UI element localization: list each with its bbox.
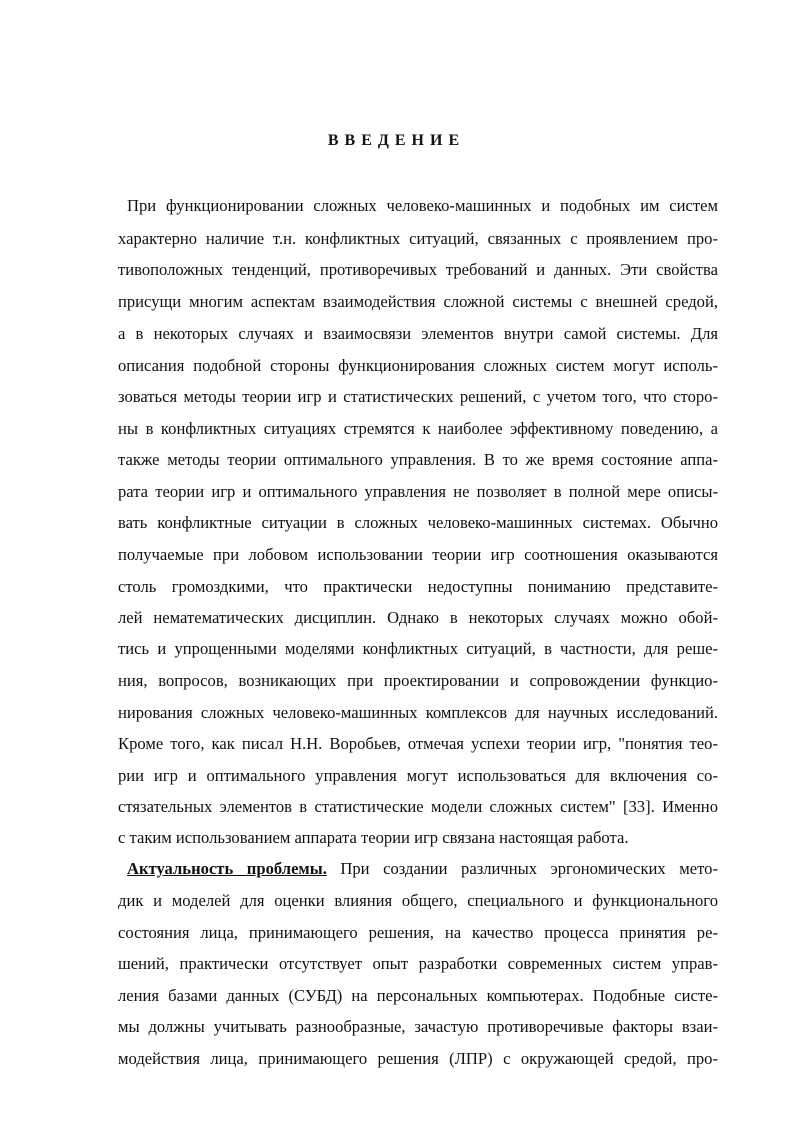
text-line: также методы теории оптимального управления. В то же время состояние аппа- — [118, 450, 718, 469]
text-line: зоваться методы теории игр и статистических решений, с учетом того, что сторо- — [118, 387, 718, 406]
text-line: получаемые при лобовом использовании теории игр соотношения оказываются — [118, 545, 718, 564]
text-line: ния, вопросов, возникающих при проектировании и сопровождении функцио- — [118, 671, 718, 690]
text-line: описания подобной стороны функционирования сложных систем могут исполь- — [118, 356, 718, 375]
text-line: шений, практически отсутствует опыт разработки современных систем управ- — [118, 954, 718, 973]
text-line: лей нематематических дисциплин. Однако в некоторых случаях можно обой- — [118, 608, 718, 627]
text-line: тивоположных тенденций, противоречивых требований и данных. Эти свойства — [118, 260, 718, 279]
text-line: При функционировании сложных человеко-машинных и подобных им систем — [127, 196, 718, 215]
text-line: модействия лица, принимающего решения (ЛПР) с окружающей средой, про- — [118, 1049, 718, 1068]
text-line: столь громоздкими, что практически недоступны пониманию представите- — [118, 577, 718, 596]
text-line: дик и моделей для оценки влияния общего, специального и функционального — [118, 891, 718, 910]
text-line: вать конфликтные ситуации в сложных человеко-машинных системах. Обычно — [118, 513, 718, 532]
text-line: ны в конфликтных ситуациях стремятся к наиболее эффективному поведению, а — [118, 419, 718, 438]
text-line: тись и упрощенными моделями конфликтных ситуаций, в частности, для реше- — [118, 639, 718, 658]
text-line: а в некоторых случаях и взаимосвязи элементов внутри самой системы. Для — [118, 324, 718, 343]
text-line: характерно наличие т.н. конфликтных ситуаций, связанных с проявлением про- — [118, 229, 718, 248]
section-lead-title: Актуальность проблемы. — [127, 859, 327, 878]
text-line: состояния лица, принимающего решения, на качество процесса принятия ре- — [118, 923, 718, 942]
text-line: Кроме того, как писал Н.Н. Воробьев, отмечая успехи теории игр, "понятия тео- — [118, 734, 718, 753]
text-line: мы должны учитывать разнообразные, зачастую противоречивые факторы взаи- — [118, 1017, 718, 1036]
text-line: стязательных элементов в статистические модели сложных систем" [33]. Именно — [118, 797, 718, 816]
text-line-section-lead — [127, 859, 718, 879]
text-line: ления базами данных (СУБД) на персональных компьютерах. Подобные систе- — [118, 986, 718, 1005]
text-line: рии игр и оптимального управления могут использоваться для включения со- — [118, 766, 718, 785]
text-line: присущи многим аспектам взаимодействия сложной системы с внешней средой, — [118, 292, 718, 311]
text-line: с таким использованием аппарата теории игр связана настоящая работа. — [118, 828, 629, 847]
text-line: нирования сложных человеко-машинных комплексов для научных исследований. — [118, 703, 718, 722]
text-line: рата теории игр и оптимального управления не позволяет в полной мере описы- — [118, 482, 718, 501]
page-title: ВВЕДЕНИЕ — [327, 132, 466, 149]
section-lead-rest: При создании различных эргономических мето- — [326, 859, 718, 878]
